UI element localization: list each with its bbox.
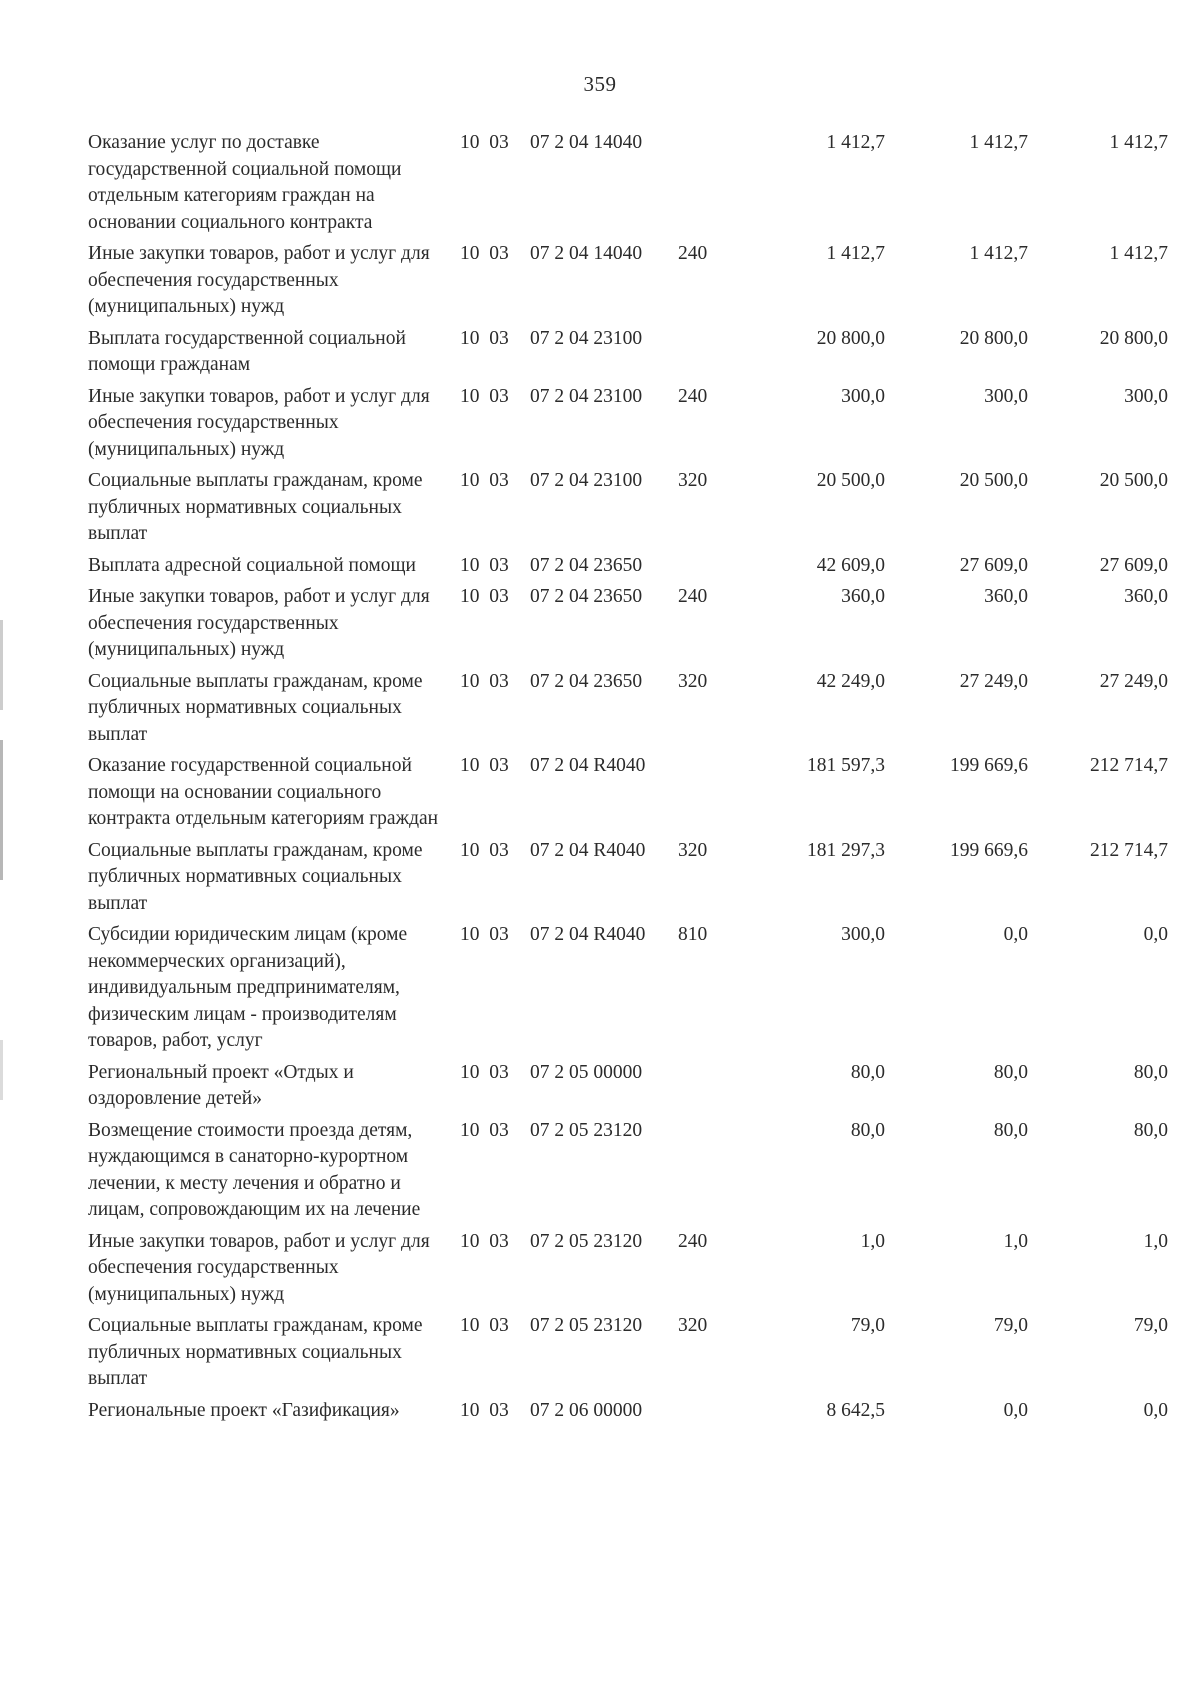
table-row [88, 1118, 1168, 1224]
row-amount-year-1: 20 800,0 [816, 327, 885, 349]
row-amount-year-1: 181 297,3 [807, 839, 885, 861]
row-expense-type [678, 753, 740, 833]
row-amount-year-1: 79,0 [850, 1315, 885, 1336]
row-target-code: 07 2 05 23120 [530, 1315, 643, 1336]
row-name: Выплата государственной социальной помощи гражданам [88, 327, 406, 375]
row-amount-year-2: 1 412,7 [969, 132, 1028, 153]
row-section-code: 10 03 [460, 554, 509, 576]
row-name: Социальные выплаты гражданам, кроме публичных нормативных социальных выплат [88, 1315, 423, 1389]
row-section-code: 10 03 [460, 1119, 509, 1141]
row-amount-year-1: 300,0 [841, 924, 885, 945]
row-amount-year-3: 27 249,0 [1099, 670, 1168, 692]
row-name: Иные закупки товаров, работ и услуг для обеспечения государственных (муниципальных) нужд [88, 586, 430, 660]
row-amount-year-1: 360,0 [841, 586, 885, 607]
row-target-code: 07 2 04 23100 [530, 385, 643, 407]
row-section-code: 10 03 [460, 1315, 509, 1336]
table-row [88, 753, 1168, 833]
row-expense-type [678, 1398, 740, 1425]
row-name: Иные закупки товаров, работ и услуг для обеспечения государственных (муниципальных) нужд [88, 385, 430, 460]
row-amount-year-2: 360,0 [984, 586, 1028, 607]
row-expense-type: 320 [678, 839, 708, 861]
row-section-code: 10 03 [460, 327, 509, 349]
table-row [88, 384, 1168, 464]
row-name: Социальные выплаты гражданам, кроме публичных нормативных социальных выплат [88, 839, 423, 914]
budget-table [88, 130, 1168, 1429]
row-expense-type: 240 [678, 586, 708, 607]
row-section-code: 10 03 [460, 385, 509, 407]
row-target-code: 07 2 04 14040 [530, 243, 643, 264]
page-number: 359 [583, 72, 617, 96]
row-amount-year-2: 1,0 [1003, 1230, 1028, 1252]
row-target-code: 07 2 04 23650 [530, 586, 643, 607]
row-section-code: 10 03 [460, 839, 509, 861]
row-amount-year-3: 0,0 [1143, 924, 1168, 945]
row-name: Оказание государственной социальной помощи на основании социального контракта отдельным категориям граждан [88, 755, 439, 829]
row-section-code: 10 03 [460, 470, 509, 491]
row-amount-year-1: 8 642,5 [826, 1399, 885, 1421]
table-row [88, 1060, 1168, 1113]
row-name: Региональные проект «Газификация» [88, 1399, 400, 1421]
row-name: Иные закупки товаров, работ и услуг для обеспечения государственных (муниципальных) нужд [88, 243, 430, 317]
row-section-code: 10 03 [460, 670, 509, 692]
scan-edge-mark [0, 620, 3, 710]
row-target-code: 07 2 05 23120 [530, 1230, 643, 1252]
row-target-code: 07 2 05 00000 [530, 1061, 643, 1083]
row-amount-year-3: 300,0 [1124, 385, 1168, 407]
row-expense-type [678, 553, 740, 580]
row-name: Социальные выплаты гражданам, кроме публичных нормативных социальных выплат [88, 470, 423, 544]
row-amount-year-1: 20 500,0 [816, 470, 885, 491]
row-target-code: 07 2 04 R4040 [530, 924, 646, 945]
row-amount-year-3: 80,0 [1133, 1119, 1168, 1141]
row-expense-type: 810 [678, 924, 708, 945]
row-amount-year-3: 20 800,0 [1099, 327, 1168, 349]
table-row [88, 326, 1168, 379]
row-expense-type: 320 [678, 670, 708, 692]
row-amount-year-3: 212 714,7 [1090, 755, 1168, 776]
row-amount-year-1: 1,0 [860, 1230, 885, 1252]
row-name: Возмещение стоимости проезда детям, нуждающимся в санаторно-курортном лечении, к месту лечения и обратно и лицам, сопровождающим их на лечение [88, 1119, 421, 1220]
table-row [88, 241, 1168, 321]
row-amount-year-2: 27 249,0 [959, 670, 1028, 692]
row-amount-year-2: 199 669,6 [950, 839, 1028, 861]
row-expense-type [678, 1060, 740, 1113]
table-row [88, 553, 1168, 580]
row-amount-year-2: 80,0 [993, 1119, 1028, 1141]
row-amount-year-3: 212 714,7 [1090, 839, 1168, 861]
row-target-code: 07 2 04 23100 [530, 327, 643, 349]
row-name: Оказание услуг по доставке государственной социальной помощи отдельным категориям граждан на основании социального контракта [88, 132, 402, 233]
row-expense-type: 240 [678, 385, 708, 407]
row-target-code: 07 2 05 23120 [530, 1119, 643, 1141]
row-amount-year-3: 27 609,0 [1099, 554, 1168, 576]
row-section-code: 10 03 [460, 243, 509, 264]
row-expense-type [678, 326, 740, 379]
row-name: Субсидии юридическим лицам (кроме некоммерческих организаций), индивидуальным предпринимателям, физическим лицам - производителям товаров, работ, услуг [88, 924, 408, 1051]
row-amount-year-1: 1 412,7 [826, 243, 885, 264]
table-row [88, 838, 1168, 918]
row-target-code: 07 2 04 R4040 [530, 839, 646, 861]
row-target-code: 07 2 04 23650 [530, 554, 643, 576]
row-name: Иные закупки товаров, работ и услуг для обеспечения государственных (муниципальных) нужд [88, 1230, 430, 1305]
table-row [88, 584, 1168, 664]
row-amount-year-1: 181 597,3 [807, 755, 885, 776]
row-amount-year-2: 300,0 [984, 385, 1028, 407]
row-section-code: 10 03 [460, 1230, 509, 1252]
row-target-code: 07 2 04 23650 [530, 670, 643, 692]
row-section-code: 10 03 [460, 1061, 509, 1083]
row-expense-type: 240 [678, 243, 708, 264]
row-expense-type [678, 130, 740, 236]
row-amount-year-3: 80,0 [1133, 1061, 1168, 1083]
row-amount-year-1: 1 412,7 [826, 132, 885, 153]
row-amount-year-3: 360,0 [1124, 586, 1168, 607]
row-name: Региональный проект «Отдых и оздоровление детей» [88, 1061, 354, 1109]
table-row [88, 1398, 1168, 1425]
row-expense-type: 320 [678, 470, 708, 491]
row-amount-year-2: 1 412,7 [969, 243, 1028, 264]
row-amount-year-2: 20 500,0 [959, 470, 1028, 491]
row-amount-year-3: 20 500,0 [1099, 470, 1168, 491]
row-amount-year-3: 0,0 [1143, 1399, 1168, 1421]
row-amount-year-3: 1,0 [1143, 1230, 1168, 1252]
table-row [88, 130, 1168, 236]
table-row [88, 669, 1168, 749]
row-amount-year-1: 300,0 [841, 385, 885, 407]
table-row [88, 468, 1168, 548]
row-target-code: 07 2 04 14040 [530, 132, 643, 153]
row-amount-year-2: 0,0 [1003, 1399, 1028, 1421]
row-expense-type [678, 1118, 740, 1224]
scan-edge-mark [0, 740, 3, 880]
row-section-code: 10 03 [460, 755, 509, 776]
row-amount-year-3: 1 412,7 [1109, 132, 1168, 153]
row-amount-year-2: 199 669,6 [950, 755, 1028, 776]
row-amount-year-2: 0,0 [1003, 924, 1028, 945]
row-amount-year-2: 80,0 [993, 1061, 1028, 1083]
table-row [88, 1229, 1168, 1309]
row-expense-type: 320 [678, 1315, 708, 1336]
row-amount-year-2: 79,0 [993, 1315, 1028, 1336]
table-row [88, 922, 1168, 1055]
row-name: Выплата адресной социальной помощи [88, 554, 416, 576]
row-section-code: 10 03 [460, 586, 509, 607]
row-amount-year-1: 42 609,0 [816, 554, 885, 576]
row-name: Социальные выплаты гражданам, кроме публичных нормативных социальных выплат [88, 670, 423, 745]
row-target-code: 07 2 04 R4040 [530, 755, 646, 776]
row-amount-year-1: 80,0 [850, 1061, 885, 1083]
row-expense-type: 240 [678, 1230, 708, 1252]
row-amount-year-2: 20 800,0 [959, 327, 1028, 349]
row-amount-year-3: 79,0 [1133, 1315, 1168, 1336]
row-amount-year-3: 1 412,7 [1109, 243, 1168, 264]
row-section-code: 10 03 [460, 1399, 509, 1421]
row-amount-year-1: 80,0 [850, 1119, 885, 1141]
row-target-code: 07 2 04 23100 [530, 470, 643, 491]
row-section-code: 10 03 [460, 924, 509, 945]
table-row [88, 1313, 1168, 1393]
row-section-code: 10 03 [460, 132, 509, 153]
row-amount-year-2: 27 609,0 [959, 554, 1028, 576]
row-target-code: 07 2 06 00000 [530, 1399, 643, 1421]
row-amount-year-1: 42 249,0 [816, 670, 885, 692]
scan-edge-mark [0, 1040, 3, 1100]
